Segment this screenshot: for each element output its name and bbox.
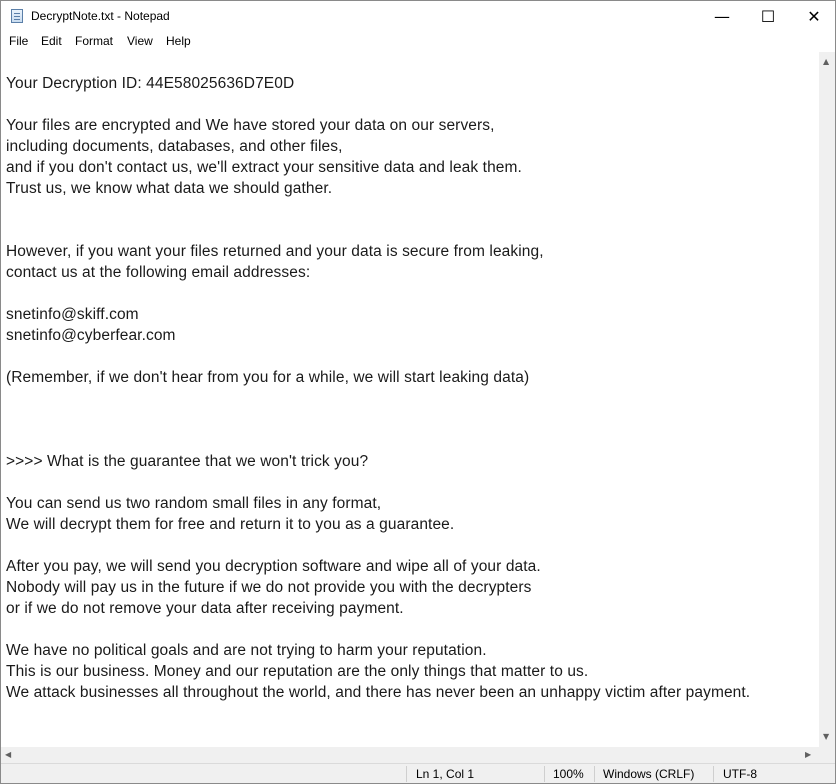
doc-line: snetinfo@cyberfear.com xyxy=(6,327,176,344)
doc-line: After you pay, we will send you decryption software and wipe all of your data. xyxy=(6,558,541,575)
doc-line: This is our business. Money and our reputation are the only things that matter to us. xyxy=(6,663,589,680)
doc-line: (Remember, if we don't hear from you for a while, we will start leaking data) xyxy=(6,369,530,386)
status-line-endings: Windows (CRLF) xyxy=(603,767,695,781)
doc-line: Trust us, we know what data we should gather. xyxy=(6,180,333,197)
doc-line: We will decrypt them for free and return it to you as a guarantee. xyxy=(6,516,455,533)
menu-bar xyxy=(1,31,835,51)
scroll-up-icon[interactable]: ▲ xyxy=(823,57,830,66)
scroll-right-icon[interactable]: ▶ xyxy=(805,750,812,759)
window-title: DecryptNote.txt - Notepad xyxy=(31,9,170,23)
doc-line: You can send us two random small files in any format, xyxy=(6,495,382,512)
menu-format[interactable]: Format xyxy=(75,34,114,48)
menu-edit[interactable]: Edit xyxy=(41,34,62,48)
doc-line: or if we do not remove your data after receiving payment. xyxy=(6,600,404,617)
doc-line: snetinfo@skiff.com xyxy=(6,306,139,323)
close-button[interactable]: ✕ xyxy=(807,6,821,26)
notepad-icon xyxy=(11,9,23,23)
status-zoom: 100% xyxy=(553,767,584,781)
status-bar xyxy=(1,763,835,783)
doc-line: >>>> What is the guarantee that we won't trick you? xyxy=(6,453,369,470)
doc-line: including documents, databases, and other files, xyxy=(6,138,343,155)
doc-line: and if you don't contact us, we'll extract your sensitive data and leak them. xyxy=(6,159,522,176)
status-divider xyxy=(713,766,714,782)
minimize-button[interactable]: — xyxy=(714,6,730,26)
doc-line: contact us at the following email addresses: xyxy=(6,264,311,281)
scrollbar-corner xyxy=(819,747,835,763)
doc-line: We attack businesses all throughout the world, and there has never been an unhappy victim after payment. xyxy=(6,684,751,701)
menu-file[interactable]: File xyxy=(9,34,29,48)
menu-view[interactable]: View xyxy=(127,34,153,48)
status-divider xyxy=(544,766,545,782)
status-encoding: UTF-8 xyxy=(723,767,757,781)
doc-line: Your files are encrypted and We have stored your data on our servers, xyxy=(6,117,495,134)
doc-line: However, if you want your files returned and your data is secure from leaking, xyxy=(6,243,544,260)
doc-line: Your Decryption ID: 44E58025636D7E0D xyxy=(6,75,295,92)
scroll-down-icon[interactable]: ▼ xyxy=(823,732,830,741)
scroll-left-icon[interactable]: ◀ xyxy=(5,750,12,759)
status-position: Ln 1, Col 1 xyxy=(416,767,475,781)
doc-line: Nobody will pay us in the future if we do not provide you with the decrypters xyxy=(6,579,532,596)
text-editor[interactable] xyxy=(1,52,819,747)
menu-help[interactable]: Help xyxy=(166,34,191,48)
horizontal-scrollbar[interactable] xyxy=(1,747,819,763)
title-bar[interactable] xyxy=(1,1,835,31)
doc-line: We have no political goals and are not trying to harm your reputation. xyxy=(6,642,487,659)
vertical-scrollbar[interactable] xyxy=(819,52,835,747)
status-divider xyxy=(406,766,407,782)
maximize-button[interactable]: ☐ xyxy=(760,6,776,26)
status-divider xyxy=(594,766,595,782)
